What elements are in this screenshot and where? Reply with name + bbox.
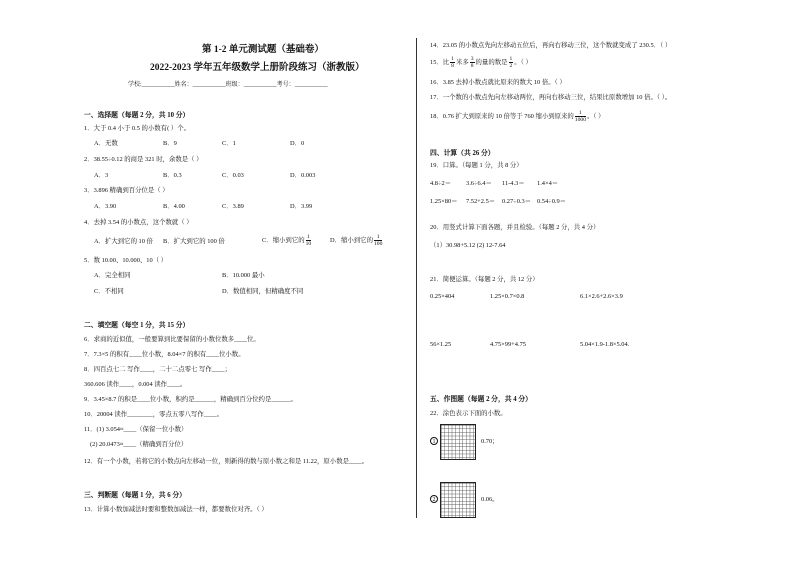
q20-items: （1）30.98+5.12 (2) 12-7.64 <box>430 242 506 249</box>
q5-option-d: D．数值相同，但精确度不同 <box>222 288 304 295</box>
q3-option-b: B．4.00 <box>163 203 185 210</box>
question-19: 19．口算。（每题 1 分，共 8 分） <box>430 162 523 169</box>
q3-option-d: D．3.99 <box>290 203 313 210</box>
q4-fraction-c: $\frac{1}{10}$ <box>305 234 312 247</box>
q1-option-b: B．9 <box>163 140 177 147</box>
section-heading-draw: 五、作图题（每题 2 分，共 4 分） <box>430 396 532 403</box>
q21-item: 56×1.25 <box>430 341 452 348</box>
q19-item: 4.8÷2＝ <box>430 180 452 187</box>
question-8-part-b: 360.606 读作____，0.004 读作____。 <box>84 381 187 388</box>
q5-option-c: C．不相同 <box>94 288 124 295</box>
question-9: 9．3.45×8.7 的积是____位小数，积约是______，精确到百分位约是______。 <box>84 396 297 403</box>
question-4: 4．去掉 3.54 的小数点，这个数就（ ） <box>84 219 193 226</box>
q21-item: 0.25×404 <box>430 293 455 300</box>
q19-item: 7.52+2.5＝ <box>466 198 496 205</box>
section-heading-judge: 三、判断题（每题 1 分，共 6 分） <box>84 492 186 499</box>
question-14: 14．23.05 的小数点先向左移动五位后，再向右移动三位，这个数就变成了 230.5．（ ） <box>430 42 672 49</box>
item-marker-1: 1 <box>430 437 438 445</box>
question-12: 12．有一个小数，若将它的小数点向左移动一位，则新得的数与原小数之和是 11.22，原小数是____。 <box>84 458 369 465</box>
q18-fraction: $\frac{1}{1000}$ <box>574 110 586 123</box>
q19-item: 3.6÷6.4＝ <box>466 180 492 187</box>
section-heading-choice: 一、选择题（每题 2 分，共 10 分） <box>84 112 190 119</box>
q2-option-d: D．0.003 <box>290 172 316 179</box>
q3-option-c: C．3.89 <box>222 203 244 210</box>
q15-fraction-1: $\frac{1}{8}$ <box>451 56 454 69</box>
question-5: 5．数 10.00、10.000、10（ ） <box>84 257 168 264</box>
q1-option-a: A．无数 <box>94 140 118 147</box>
question-15: 15．比 $\frac{1}{8}$ 米多 $\frac{3}{8}$ 的量的数是 $\frac{1}{2}$ 。（ ） <box>430 56 532 69</box>
decimal-value-1: 0.70； <box>481 438 499 445</box>
q1-option-c: C．1 <box>222 140 236 147</box>
student-info-line: 学校:___________姓名：___________班级：___________考号：___________ <box>128 82 328 88</box>
q4-fraction-d: $\frac{1}{100}$ <box>373 234 383 247</box>
question-6: 6．求商的近似值，一般要算到比要保留的小数位数多____位。 <box>84 336 260 343</box>
question-18: 18．0.76 扩大到原来的 10 倍等于 760 缩小到原来的 $\frac{1}{1000}$ 。（ ） <box>430 110 605 123</box>
question-8-part-a: 8．四百点七二 写作____，二十二点零七 写作____； <box>84 366 231 373</box>
question-11-part-1: 11．(1) 3.054≈____（保留一位小数） <box>84 426 188 433</box>
decimal-value-2: 0.06。 <box>481 496 499 503</box>
q21-item: 6.1×2.6+2.6×3.9 <box>580 293 623 300</box>
question-20: 20．用竖式计算下面各题，并且检验。（每题 2 分，共 4 分） <box>430 224 600 231</box>
question-13: 13．计算小数加减法时要和整数加减法一样，都要数位对齐。（ ） <box>84 506 268 513</box>
q4-option-d: D．缩小到它的 $\frac{1}{100}$ <box>330 234 383 247</box>
q19-item: 0.54÷0.9＝ <box>537 198 567 205</box>
q21-item: 1.25×0.7×0.8 <box>490 293 525 300</box>
q2-option-a: A．3 <box>94 172 109 179</box>
item-marker-2: 2 <box>430 495 438 503</box>
question-3: 3．3.896 精确到百分位是（ ） <box>84 187 169 194</box>
hundred-grid-1[interactable] <box>440 424 476 460</box>
q19-item: 0.27÷0.3＝ <box>502 198 532 205</box>
q4-option-b: B．扩大到它的 100 倍 <box>163 238 225 245</box>
section-heading-calc: 四、计算（共 26 分） <box>430 150 495 157</box>
q19-item: 1.25×80＝ <box>430 198 458 205</box>
question-7: 7．7.3×5 的积有____位小数，8.04×7 的积有____位小数。 <box>84 351 245 358</box>
hundred-grid-2[interactable] <box>440 482 476 518</box>
question-17: 17．一个数的小数点先向左移动两位，再向右移动三位，结果比原数增加 10 倍。（ ）。 <box>430 94 672 101</box>
q2-option-b: B．0.3 <box>163 172 182 179</box>
question-21: 21．简便运算。（每题 2 分，共 12 分） <box>430 276 539 283</box>
q1-option-d: D．0 <box>290 140 305 147</box>
q19-item: 11-4.3＝ <box>502 180 525 187</box>
q15-fraction-3: $\frac{1}{2}$ <box>509 56 513 69</box>
q21-item: 5.04×1.9-1.8×5.04. <box>580 341 630 348</box>
q4-option-a: A．扩大到它的 10 倍 <box>94 238 153 245</box>
question-1: 1．大于 0.4 小于 0.5 的小数有( ）个。 <box>84 125 190 132</box>
page-title: 第 1-2 单元测试题（基础卷） <box>202 45 324 55</box>
question-2: 2．38.55÷0.12 的商是 321 时，余数是（ ） <box>84 156 203 163</box>
page-subtitle: 2022-2023 学年五年级数学上册阶段练习（浙教版） <box>150 63 365 73</box>
q3-option-a: A．3.90 <box>94 203 117 210</box>
question-22: 22．涂色表示下面的小数。 <box>430 410 507 417</box>
q19-item: 1.4×4＝ <box>537 180 559 187</box>
q2-option-c: C．0.03 <box>222 172 244 179</box>
section-heading-fill: 二、填空题（每空 1 分，共 15 分） <box>84 322 190 329</box>
question-11-part-2: (2) 20.0473≈____（精确到百分位） <box>90 441 188 448</box>
q15-fraction-2: $\frac{3}{8}$ <box>470 56 474 69</box>
q4-option-c: C．缩小到它的 $\frac{1}{10}$ <box>262 234 312 247</box>
q5-option-a: A．完全相同 <box>94 272 131 279</box>
question-10: 10．20004 读作________，零点五零八写作____。 <box>84 411 223 418</box>
q21-item: 4.75×99+4.75 <box>490 341 526 348</box>
q5-option-b: B．10.000 最小 <box>222 272 265 279</box>
question-16: 16．3.85 去掉小数点就比原来的数大 10 倍。（ ） <box>430 79 566 86</box>
column-divider <box>416 38 417 518</box>
